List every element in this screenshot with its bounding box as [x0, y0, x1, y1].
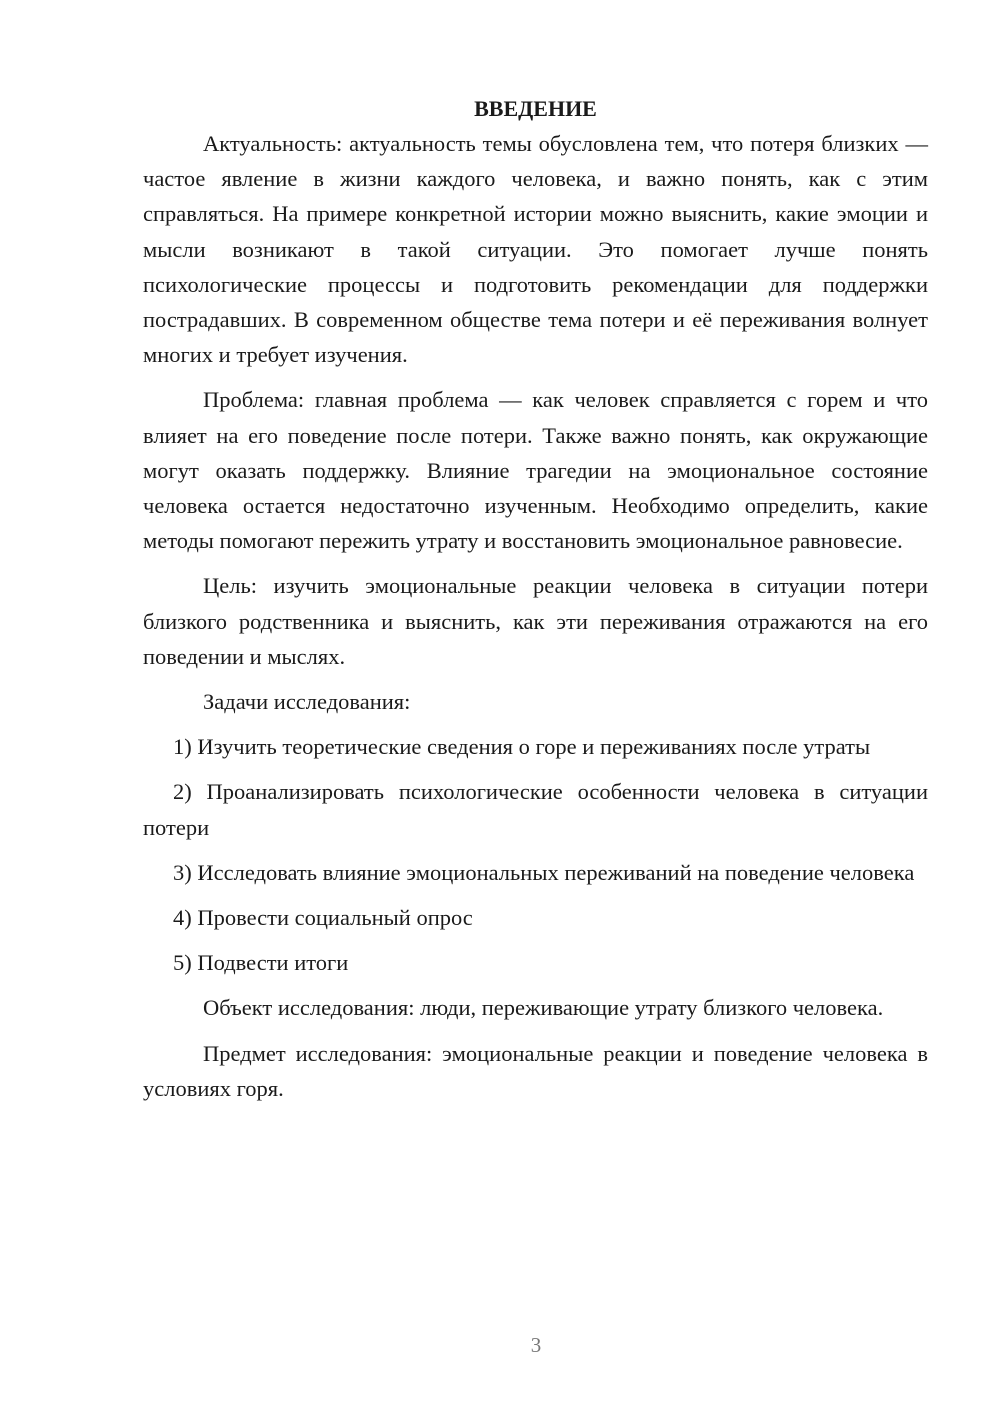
task-item-2: 2) Проанализировать психологические особенности человека в ситуации потери	[143, 779, 928, 840]
section-title: ВВЕДЕНИЕ	[474, 96, 597, 121]
paragraph-problem: Проблема: главная проблема — как человек справляется с горем и что влияет на его поведение после потери. Также важно понять, как окружающие могут оказать поддержку. Влияние трагедии на эмоциональное состояние человека остается недостаточно изученным. Необходимо определить, какие методы помогают пережить утрату и восстановить эмоциональное равновесие.	[143, 387, 928, 554]
task-item-4: 4) Провести социальный опрос	[173, 905, 473, 931]
task-item-3: 3) Исследовать влияние эмоциональных переживаний на поведение человека	[173, 859, 915, 885]
page-number: 3	[530, 1333, 542, 1357]
paragraph-goal: Цель: изучить эмоциональные реакции человека в ситуации потери близкого родственника и выяснить, как эти переживания отражаются на его поведении и мыслях.	[143, 573, 928, 669]
task-item-5: 5) Подвести итоги	[173, 950, 349, 976]
paragraph-object: Объект исследования: люди, переживающие утрату близкого человека.	[203, 995, 884, 1021]
paragraph-tasks-heading: Задачи исследования:	[203, 689, 411, 715]
task-item-1: 1) Изучить теоретические сведения о горе и переживаниях после утраты	[173, 734, 871, 760]
paragraph-subject: Предмет исследования: эмоциональные реакции и поведение человека в условиях горя.	[143, 1040, 928, 1101]
paragraph-relevance: Актуальность: актуальность темы обусловлена тем, что потеря близких — частое явление в жизни каждого человека, и важно понять, как с этим справляться. На примере конкретной истории можно выяснить, какие эмоции и мысли возникают в такой ситуации. Это помогает лучше понять психологические процессы и подготовить рекомендации для поддержки пострадавших. В современном обществе тема потери и её переживания волнует многих и требует изучения.	[143, 131, 928, 368]
document-page	[143, 92, 928, 1116]
